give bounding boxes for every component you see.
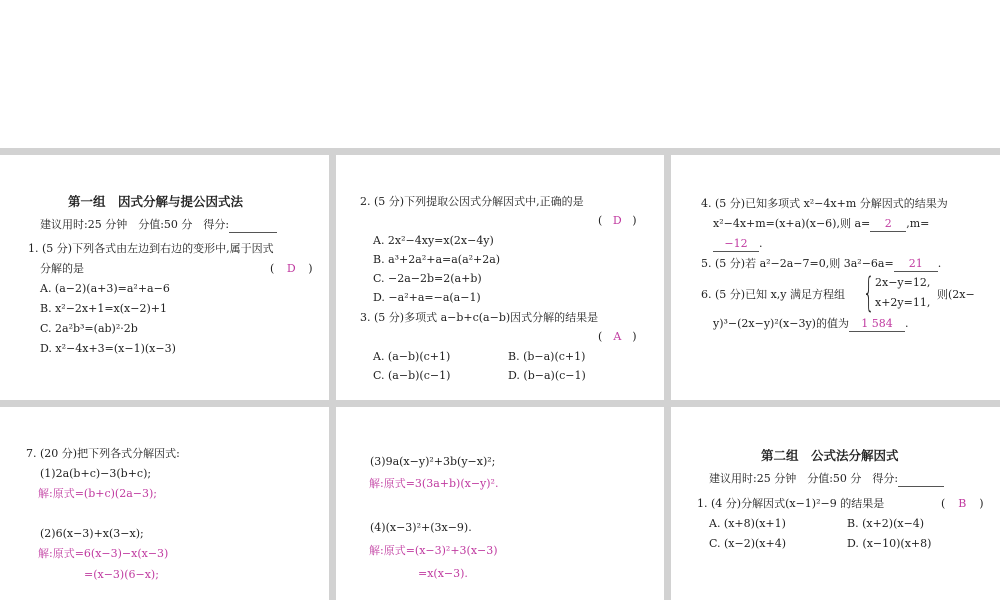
q3-answer-bracket: ( A ) bbox=[598, 330, 637, 343]
q2-stem: 2. (5 分)下列提取公因式分解因式中,正确的是 bbox=[360, 195, 584, 208]
q6-stem-line1: 6. (5 分)已知 x,y 满足方程组 bbox=[701, 288, 845, 301]
score-blank[interactable] bbox=[898, 472, 944, 487]
q2-option-a: A. 2x²−4xy=x(2x−4y) bbox=[373, 234, 494, 247]
section-title: 第一组 因式分解与提公因式法 bbox=[68, 194, 244, 209]
q6-equation-1: 2x−y=12, bbox=[875, 276, 931, 289]
q7-sub1-solution: 解:原式=(b+c)(2a−3); bbox=[38, 487, 157, 500]
q1-option-a: A. (a−2)(a+3)=a²+a−6 bbox=[40, 282, 170, 295]
q2-answer-bracket: ( D ) bbox=[598, 214, 637, 227]
q1-answer-bracket: ( B ) bbox=[941, 497, 984, 510]
q6-stem-tail: 则(2x− bbox=[937, 288, 975, 301]
q1-stem-line1: 1. (5 分)下列各式由左边到右边的变形中,属于因式 bbox=[28, 242, 274, 255]
q6-blank[interactable]: 1 584 bbox=[849, 317, 905, 332]
q1-option-b: B. (x+2)(x−4) bbox=[847, 517, 925, 530]
q1-option-b: B. x²−2x+1=x(x−2)+1 bbox=[40, 302, 167, 315]
q7-stem: 7. (20 分)把下列各式分解因式: bbox=[26, 447, 180, 460]
q7-sub4-solution-line2: =x(x−3). bbox=[418, 567, 468, 580]
panel-group1-intro bbox=[0, 155, 329, 400]
panel-group2-intro bbox=[671, 407, 1000, 600]
q7-sub3-solution: 解:原式=3(3a+b)(x−y)². bbox=[369, 477, 499, 490]
q3-option-d: D. (b−a)(c−1) bbox=[508, 369, 586, 382]
q1-answer: D bbox=[286, 262, 296, 275]
section-meta: 建议用时:25 分钟 分值:50 分 得分: bbox=[40, 218, 277, 233]
q7-sub4: (4)(x−3)²+(3x−9). bbox=[370, 521, 472, 534]
q4-stem-line3: −12 . bbox=[713, 237, 763, 252]
q2-answer: D bbox=[612, 214, 622, 227]
q1-stem-line2: 分解的是 bbox=[40, 262, 84, 275]
q4-m-blank[interactable]: −12 bbox=[713, 237, 759, 252]
q7-sub2: (2)6(x−3)+x(3−x); bbox=[40, 527, 144, 540]
q1-answer-bracket: ( D ) bbox=[270, 262, 313, 275]
score-blank[interactable] bbox=[229, 218, 277, 233]
q4-stem-line1: 4. (5 分)已知多项式 x²−4x+m 分解因式的结果为 bbox=[701, 197, 948, 210]
q3-option-b: B. (b−a)(c+1) bbox=[508, 350, 586, 363]
q2-option-c: C. −2a−2b=2(a+b) bbox=[373, 272, 482, 285]
section-meta: 建议用时:25 分钟 分值:50 分 得分: bbox=[709, 472, 944, 487]
q7-sub2-solution-line1: 解:原式=6(x−3)−x(x−3) bbox=[38, 547, 169, 560]
q2-option-b: B. a³+2a²+a=a(a²+2a) bbox=[373, 253, 501, 266]
section-title: 第二组 公式法分解因式 bbox=[761, 448, 899, 463]
equation-system-brace: { bbox=[863, 270, 875, 316]
q1-option-a: A. (x+8)(x+1) bbox=[709, 517, 786, 530]
q7-sub1: (1)2a(b+c)−3(b+c); bbox=[40, 467, 152, 480]
q1-option-d: D. x²−4x+3=(x−1)(x−3) bbox=[40, 342, 176, 355]
q3-stem: 3. (5 分)多项式 a−b+c(a−b)因式分解的结果是 bbox=[360, 311, 599, 324]
q3-answer: A bbox=[613, 330, 622, 343]
q3-option-a: A. (a−b)(c+1) bbox=[373, 350, 451, 363]
q4-a-blank[interactable]: 2 bbox=[870, 217, 906, 232]
panel-q4-q6 bbox=[671, 155, 1000, 400]
q4-stem-line2: x²−4x+m=(x+a)(x−6),则 a= 2 ,m= bbox=[713, 217, 930, 230]
q5-stem: 5. (5 分)若 a²−2a−7=0,则 3a²−6a= 21 . bbox=[701, 257, 942, 270]
q1-option-d: D. (x−10)(x+8) bbox=[847, 537, 932, 550]
q1-option-c: C. 2a²b³=(ab)²·2b bbox=[40, 322, 138, 335]
panel-q7-part2 bbox=[336, 407, 664, 600]
q7-sub4-solution-line1: 解:原式=(x−3)²+3(x−3) bbox=[369, 544, 498, 557]
q5-blank[interactable]: 21 bbox=[894, 257, 938, 272]
q6-equation-2: x+2y=11, bbox=[875, 296, 931, 309]
q1-option-c: C. (x−2)(x+4) bbox=[709, 537, 787, 550]
q1-answer: B bbox=[958, 497, 967, 510]
q3-option-c: C. (a−b)(c−1) bbox=[373, 369, 451, 382]
panel-q2-q3 bbox=[336, 155, 664, 400]
q2-option-d: D. −a²+a=−a(a−1) bbox=[373, 291, 481, 304]
q1-stem: 1. (4 分)分解因式(x−1)²−9 的结果是 bbox=[697, 497, 885, 510]
panel-q7-part1 bbox=[0, 407, 329, 600]
q7-sub3: (3)9a(x−y)²+3b(y−x)²; bbox=[370, 455, 496, 468]
q6-stem-line2: y)³−(2x−y)²(x−3y)的值为 1 584 . bbox=[713, 317, 909, 330]
q7-sub2-solution-line2: =(x−3)(6−x); bbox=[84, 568, 159, 581]
